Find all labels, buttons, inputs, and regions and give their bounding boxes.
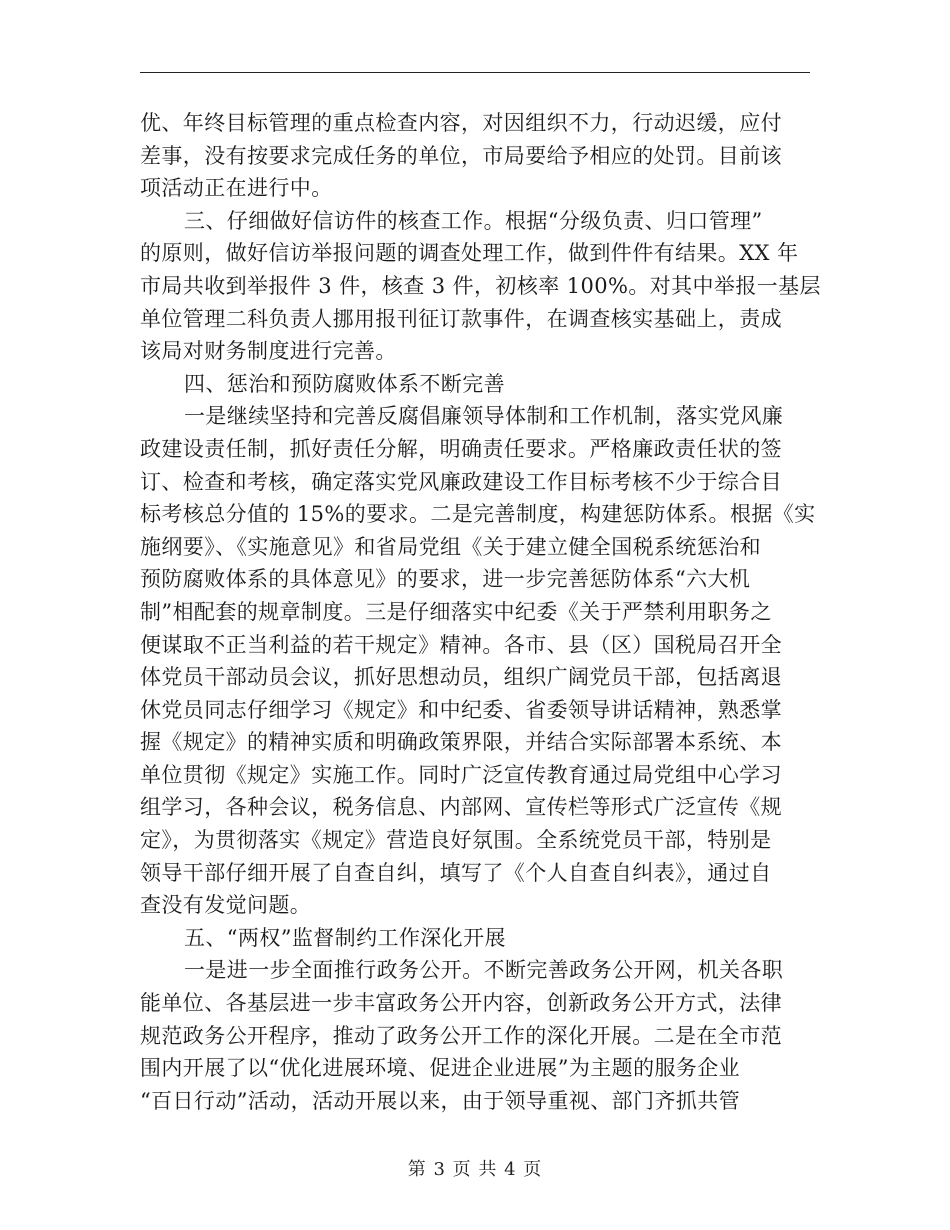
text-line: 定》，为贯彻落实《规定》营造良好氛围。全系统党员干部，特别是	[140, 828, 772, 853]
text-line: 能单位、各基层进一步丰富政务公开内容，创新政务公开方式，法律	[140, 991, 782, 1016]
text-line: 优、年终目标管理的重点检查内容，对因组织不力，行动迟缓，应付	[140, 111, 782, 135]
page-number-footer: 第 3 页 共 4 页	[407, 1159, 543, 1180]
text-line: 标考核总分值的 15%的要求。二是完善制度，构建惩防体系。根据《实	[140, 502, 816, 527]
text-line: 项活动正在进行中。	[140, 176, 333, 201]
text-line: 围内开展了以“优化进展环境、促进企业进展”为主题的服务企业	[140, 1056, 741, 1081]
paragraph-first-line: 三、仔细做好信访件的核查工作。根据“分级负责、归口管理”	[184, 208, 763, 233]
header-rule	[140, 72, 810, 73]
text-line: 的原则，做好信访举报问题的调查处理工作，做到件件有结果。XX 年	[140, 241, 799, 266]
text-line: 制”相配套的规章制度。三是仔细落实中纪委《关于严禁利用职务之	[140, 599, 772, 624]
text-line: 领导干部仔细开展了自查自纠，填写了《个人自查自纠表》，通过自	[140, 860, 772, 885]
paragraph-first-line: 一是进一步全面推行政务公开。不断完善政务公开网，机关各职	[184, 958, 784, 983]
text-line: 体党员干部动员会议，抓好思想动员，组织广阔党员干部，包括离退	[140, 665, 782, 690]
text-line: 订、检查和考核，确定落实党风廉政建设工作目标考核不少于综合目	[140, 469, 782, 494]
text-line: 便谋取不正当利益的若干规定》精神。各市、县（区）国税局召开全	[140, 632, 782, 657]
text-line: 该局对财务制度进行完善。	[140, 339, 397, 364]
text-line: 市局共收到举报件 3 件，核查 3 件，初核率 100%。对其中举报一基层	[140, 273, 821, 298]
text-line: 预防腐败体系的具体意见》的要求，进一步完善惩防体系“六大机	[140, 567, 751, 592]
text-line: 握《规定》的精神实质和明确政策界限，并结合实际部署本系统、本	[140, 730, 782, 755]
text-line: 查没有发觉问题。	[140, 893, 312, 918]
text-line: 单位贯彻《规定》实施工作。同时广泛宣传教育通过局党组中心学习	[140, 762, 782, 787]
text-line: 单位管理二科负责人挪用报刊征订款事件，在调查核实基础上，责成	[140, 306, 782, 331]
text-line: “百日行动”活动，活动开展以来，由于领导重视、部门齐抓共管	[140, 1088, 741, 1113]
text-line: 组学习，各种会议，税务信息、内部网、宣传栏等形式广泛宣传《规	[140, 795, 782, 820]
text-line: 规范政务公开程序，推动了政务公开工作的深化开展。二是在全市范	[140, 1023, 782, 1048]
document-body	[140, 107, 821, 1117]
paragraph-first-line: 一是继续坚持和完善反腐倡廉领导体制和工作机制，落实党风廉	[184, 404, 784, 429]
text-line: 休党员同志仔细学习《规定》和中纪委、省委领导讲话精神，熟悉掌	[140, 697, 782, 722]
paragraph-first-line: 四、惩治和预防腐败体系不断完善	[184, 371, 505, 396]
text-line: 差事，没有按要求完成任务的单位，市局要给予相应的处罚。目前该	[140, 143, 782, 168]
text-line: 政建设责任制，抓好责任分解，明确责任要求。严格廉政责任状的签	[140, 436, 782, 461]
text-line: 施纲要》、《实施意见》和省局党组《关于建立健全国税系统惩治和	[140, 534, 761, 559]
paragraph-first-line: 五、“两权”监督制约工作深化开展	[184, 925, 506, 950]
